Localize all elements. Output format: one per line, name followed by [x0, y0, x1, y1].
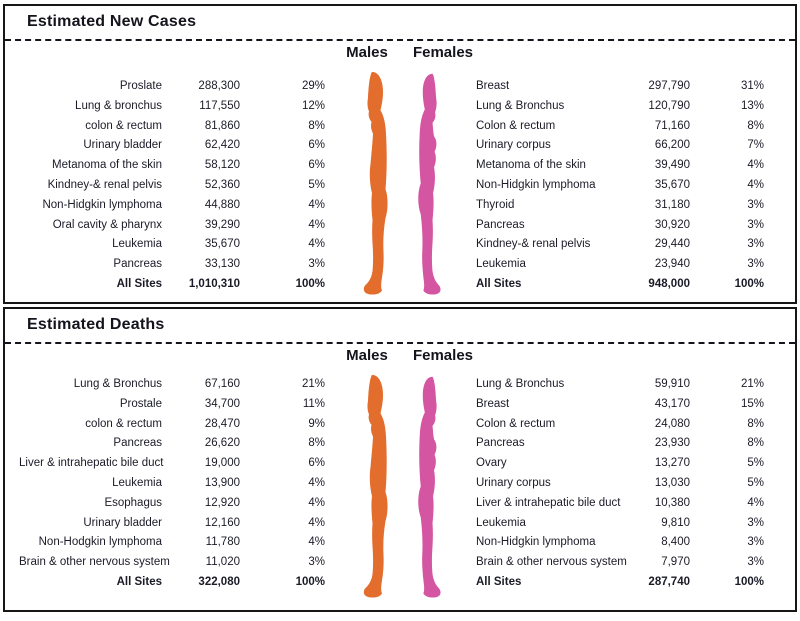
table-row: [19, 454, 325, 474]
case-count: 29,440: [654, 238, 690, 251]
table-row: [476, 196, 764, 216]
total-row: [476, 275, 764, 295]
male-silhouette-icon: [350, 371, 395, 602]
panel-title: Estimated New Cases: [27, 13, 197, 30]
site-label: Colon & rectum: [476, 417, 556, 430]
case-percent: 8%: [747, 437, 764, 450]
case-count: 28,470: [204, 417, 240, 430]
case-count: 66,200: [654, 139, 690, 152]
case-percent: 4%: [308, 516, 325, 529]
case-count: 31,180: [654, 198, 690, 211]
table-row: [476, 454, 764, 474]
males-header: Males: [346, 347, 388, 364]
female-silhouette-icon: [409, 68, 455, 299]
site-label: colon & rectum: [85, 119, 162, 132]
table-row: [19, 494, 325, 514]
deaths-females-table: [476, 375, 764, 593]
case-count: 59,910: [654, 378, 690, 390]
case-count: 948,000: [648, 277, 690, 290]
site-label: Ovary: [476, 457, 507, 470]
site-label: Pancreas: [113, 437, 162, 450]
case-count: 288,300: [198, 80, 240, 92]
case-percent: 4%: [308, 536, 325, 549]
site-label: All Sites: [476, 277, 522, 290]
table-row: [476, 97, 764, 117]
site-label: Leukemia: [112, 476, 162, 489]
case-percent: 6%: [308, 457, 325, 470]
table-row: [19, 97, 325, 117]
site-label: Breast: [476, 397, 510, 410]
case-count: 24,080: [654, 417, 690, 430]
case-percent: 8%: [747, 417, 764, 430]
site-label: Urinary corpus: [476, 139, 551, 152]
case-percent: 21%: [740, 378, 764, 390]
case-count: 35,670: [654, 178, 690, 191]
case-percent: 4%: [747, 178, 764, 191]
panel-title: Estimated Deaths: [27, 316, 165, 333]
case-count: 39,490: [654, 159, 690, 172]
case-percent: 5%: [308, 178, 325, 191]
case-count: 7,970: [661, 556, 690, 569]
site-label: Brain & other nervous system: [19, 556, 170, 569]
new-cases-males-table: [19, 77, 325, 295]
case-percent: 3%: [747, 516, 764, 529]
case-percent: 21%: [301, 378, 325, 390]
male-silhouette-icon: [350, 68, 395, 299]
case-count: 11,780: [205, 536, 240, 549]
case-count: 1,010,310: [188, 277, 240, 290]
case-count: 34,700: [204, 397, 240, 410]
case-percent: 4%: [308, 218, 325, 231]
table-row: [19, 415, 325, 435]
case-percent: 3%: [308, 258, 325, 271]
case-count: 322,080: [198, 575, 240, 588]
case-percent: 4%: [308, 238, 325, 251]
case-percent: 3%: [747, 238, 764, 251]
table-row: [476, 255, 764, 275]
case-percent: 6%: [308, 139, 325, 152]
site-label: Metanoma of the skin: [52, 159, 162, 172]
table-row: [476, 474, 764, 494]
site-label: Non-Hodgkin lymphoma: [38, 536, 162, 549]
site-label: Pancreas: [476, 218, 525, 231]
case-count: 11,020: [205, 556, 240, 569]
site-label: Lung & Bronchus: [476, 99, 565, 112]
table-row: [476, 216, 764, 236]
site-label: All Sites: [116, 277, 162, 290]
site-label: Lung & bronchus: [75, 99, 162, 112]
females-header: Females: [412, 347, 474, 364]
female-silhouette-icon: [409, 371, 455, 602]
case-percent: 3%: [308, 556, 325, 569]
site-label: Thyroid: [476, 198, 515, 211]
table-row: [476, 494, 764, 514]
site-label: Lung & Bronchus: [73, 378, 162, 390]
case-percent: 4%: [308, 476, 325, 489]
site-label: Pancreas: [476, 437, 525, 450]
site-label: Proslate: [119, 80, 162, 92]
case-percent: 31%: [740, 80, 764, 92]
table-row: [476, 514, 764, 534]
table-row: [476, 434, 764, 454]
table-row: [19, 553, 325, 573]
case-count: 44,880: [204, 198, 240, 211]
table-row: [19, 395, 325, 415]
case-count: 33,130: [204, 258, 240, 271]
table-row: [476, 415, 764, 435]
case-percent: 4%: [308, 496, 325, 509]
case-count: 12,160: [204, 516, 240, 529]
table-row: [476, 136, 764, 156]
table-row: [19, 514, 325, 534]
table-row: [19, 434, 325, 454]
table-row: [19, 255, 325, 275]
site-label: Metanoma of the skin: [476, 159, 586, 172]
site-label: Brain & other nervous system: [476, 556, 627, 569]
case-count: 67,160: [204, 378, 240, 390]
case-percent: 100%: [734, 575, 764, 588]
case-count: 287,740: [648, 575, 690, 588]
case-percent: 8%: [308, 437, 325, 450]
total-row: [19, 573, 325, 593]
case-percent: 13%: [740, 99, 764, 112]
case-percent: 7%: [747, 139, 764, 152]
case-count: 13,030: [654, 476, 690, 489]
site-label: Non-Hidgkin lymphoma: [476, 178, 596, 191]
case-count: 297,790: [648, 80, 690, 92]
case-percent: 8%: [308, 119, 325, 132]
case-percent: 4%: [747, 159, 764, 172]
case-percent: 6%: [308, 159, 325, 172]
case-count: 10,380: [654, 496, 690, 509]
case-count: 81,860: [204, 119, 240, 132]
site-label: Breast: [476, 80, 510, 92]
site-label: Liver & intrahepatic bile duct: [19, 457, 164, 470]
site-label: Urinary corpus: [476, 476, 551, 489]
site-label: Kindney-& renal pelvis: [47, 178, 162, 191]
site-label: Prostale: [119, 397, 162, 410]
total-row: [19, 275, 325, 295]
site-label: Kindney-& renal pelvis: [476, 238, 591, 251]
case-count: 58,120: [204, 159, 240, 172]
table-row: [19, 136, 325, 156]
case-count: 13,900: [204, 476, 240, 489]
table-row: [19, 156, 325, 176]
case-count: 23,930: [654, 437, 690, 450]
site-label: Urinary bladder: [83, 139, 162, 152]
case-percent: 100%: [295, 277, 325, 290]
table-row: [476, 156, 764, 176]
site-label: Esophagus: [104, 496, 162, 509]
new-cases-females-table: [476, 77, 764, 295]
case-percent: 12%: [301, 99, 325, 112]
table-row: [19, 176, 325, 196]
site-label: Leukemia: [476, 258, 526, 271]
site-label: Leukemia: [112, 238, 162, 251]
site-label: Non-Hidgkin lymphoma: [476, 536, 596, 549]
case-count: 71,160: [654, 119, 690, 132]
case-count: 9,810: [661, 516, 690, 529]
panel-estimated-deaths: [3, 307, 797, 612]
site-label: Non-Hidgkin lymphoma: [42, 198, 162, 211]
table-row: [19, 196, 325, 216]
case-percent: 9%: [308, 417, 325, 430]
case-count: 26,620: [204, 437, 240, 450]
case-count: 117,550: [199, 99, 240, 112]
case-percent: 3%: [747, 258, 764, 271]
table-row: [19, 117, 325, 137]
table-row: [19, 77, 325, 97]
case-count: 62,420: [204, 139, 240, 152]
panel-estimated-new-cases: [3, 4, 797, 304]
case-count: 19,000: [204, 457, 240, 470]
case-percent: 4%: [308, 198, 325, 211]
site-label: Lung & Bronchus: [476, 378, 565, 390]
site-label: All Sites: [476, 575, 522, 588]
case-count: 35,670: [204, 238, 240, 251]
case-percent: 100%: [734, 277, 764, 290]
table-row: [476, 533, 764, 553]
case-count: 30,920: [654, 218, 690, 231]
table-row: [476, 395, 764, 415]
table-row: [19, 235, 325, 255]
case-count: 12,920: [204, 496, 240, 509]
table-row: [19, 533, 325, 553]
case-count: 52,360: [204, 178, 240, 191]
site-label: All Sites: [116, 575, 162, 588]
table-row: [476, 553, 764, 573]
case-count: 120,790: [648, 99, 690, 112]
dashed-divider: [5, 39, 795, 41]
total-row: [476, 573, 764, 593]
table-row: [19, 216, 325, 236]
case-percent: 11%: [302, 397, 325, 410]
site-label: Pancreas: [113, 258, 162, 271]
site-label: Oral cavity & pharynx: [52, 218, 162, 231]
case-percent: 100%: [295, 575, 325, 588]
site-label: colon & rectum: [85, 417, 162, 430]
case-percent: 15%: [740, 397, 764, 410]
site-label: Leukemia: [476, 516, 526, 529]
table-row: [19, 375, 325, 395]
case-count: 23,940: [654, 258, 690, 271]
site-label: Colon & rectum: [476, 119, 556, 132]
table-row: [476, 375, 764, 395]
site-label: Liver & intrahepatic bile duct: [476, 496, 621, 509]
case-percent: 4%: [747, 496, 764, 509]
case-count: 8,400: [661, 536, 690, 549]
case-percent: 8%: [747, 119, 764, 132]
case-percent: 3%: [747, 536, 764, 549]
table-row: [476, 235, 764, 255]
dashed-divider: [5, 342, 795, 344]
males-header: Males: [346, 44, 388, 61]
table-row: [476, 176, 764, 196]
case-count: 39,290: [204, 218, 240, 231]
table-row: [476, 117, 764, 137]
site-label: Urinary bladder: [83, 516, 162, 529]
case-percent: 3%: [747, 198, 764, 211]
table-row: [476, 77, 764, 97]
case-percent: 29%: [301, 80, 325, 92]
case-percent: 5%: [747, 476, 764, 489]
case-count: 43,170: [654, 397, 690, 410]
deaths-males-table: [19, 375, 325, 593]
case-percent: 3%: [747, 556, 764, 569]
case-percent: 3%: [747, 218, 764, 231]
case-count: 13,270: [654, 457, 690, 470]
females-header: Females: [412, 44, 474, 61]
table-row: [19, 474, 325, 494]
case-percent: 5%: [747, 457, 764, 470]
